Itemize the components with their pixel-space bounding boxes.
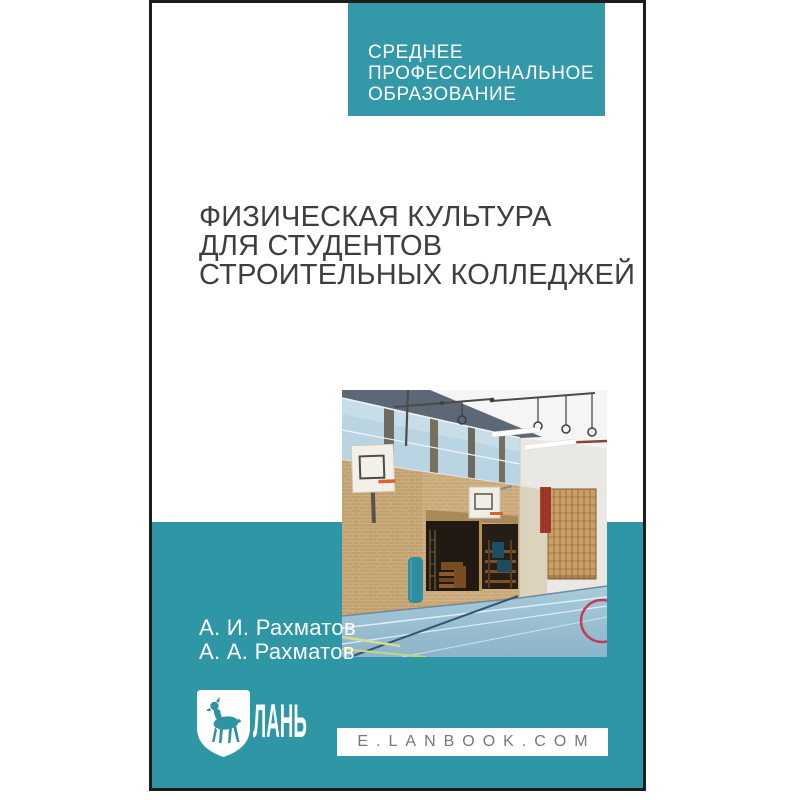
- author-line-1: А. И. Рахматов: [199, 615, 356, 640]
- deer-shield-icon: [197, 690, 250, 757]
- book-cover: [149, 0, 646, 791]
- website-bar: [337, 728, 608, 756]
- badge-line-3: ОБРАЗОВАНИЕ: [368, 84, 517, 105]
- badge-line-1: СРЕДНЕЕ: [368, 42, 464, 63]
- title-line-2: ДЛЯ СТУДЕНТОВ: [199, 230, 443, 262]
- badge-line-2: ПРОФЕССИОНАЛЬНОЕ: [368, 63, 595, 84]
- education-level-badge: [348, 3, 605, 116]
- author-line-2: А. А. Рахматов: [199, 639, 355, 664]
- storage-bays: [426, 521, 518, 591]
- book-title: [199, 203, 635, 290]
- publisher-wordmark: ЛАНЬ: [253, 694, 307, 747]
- website-label: E.LANBOOK.COM: [357, 733, 596, 750]
- title-line-3: СТРОИТЕЛЬНЫХ КОЛЛЕДЖЕЙ: [199, 259, 636, 291]
- gym-photo: [342, 390, 607, 657]
- gym-photo-illustration: [342, 390, 607, 657]
- authors-block: [199, 616, 356, 664]
- title-line-1: ФИЗИЧЕСКАЯ КУЛЬТУРА: [199, 201, 552, 233]
